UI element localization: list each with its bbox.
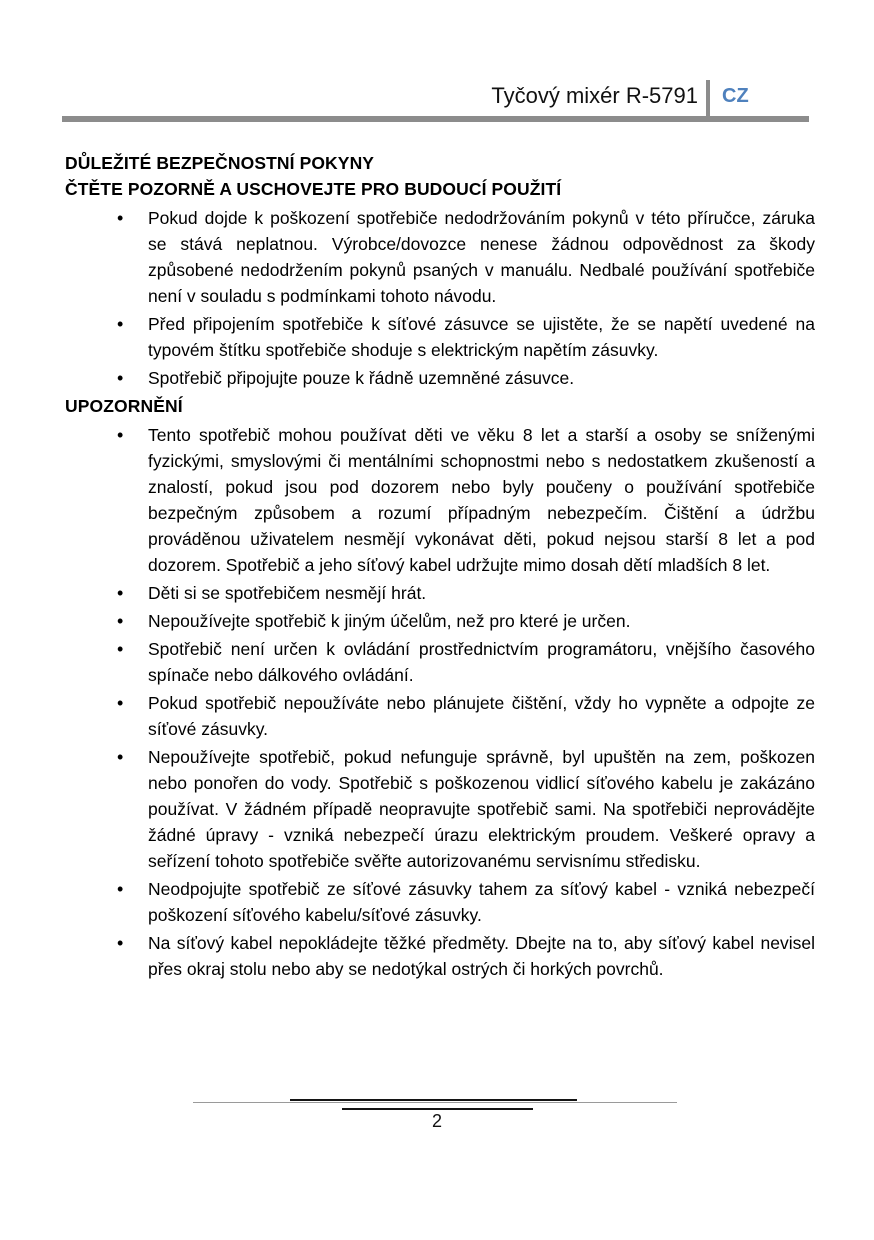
page-content	[65, 150, 815, 984]
list-item: • Pokud spotřebič nepoužíváte nebo plánujete čištění, vždy ho vypněte a odpojte ze síťové zásuvky.	[65, 690, 815, 742]
list-item: • Nepoužívejte spotřebič, pokud nefunguje správně, byl upuštěn na zem, poškozen nebo ponořen do vody. Spotřebič s poškozenou vidlicí síťového kabelu je zakázáno používat. V žádném případě neopravujte spotřebič sami. Na spotřebiči neprovádějte žádné úpravy - vzniká nebezpečí úrazu elektrickým proudem. Veškeré opravy a seřízení tohoto spotřebiče svěřte autorizovanému servisnímu středisku.	[65, 744, 815, 874]
header-divider	[706, 80, 710, 117]
document-title: Tyčový mixér R-5791	[491, 83, 698, 108]
list-item: • Na síťový kabel nepokládejte těžké předměty. Dbejte na to, aby síťový kabel nevisel přes okraj stolu nebo aby se nedotýkal ostrých či horkých povrchů.	[65, 930, 815, 982]
footer-rule-lower	[342, 1108, 533, 1110]
list-item: • Pokud dojde k poškození spotřebiče nedodržováním pokynů v této příručce, záruka se stává neplatnou. Výrobce/dovozce nenese žádnou odpovědnost za škody způsobené nedodržením pokynů psaných v manuálu. Nedbalé používání spotřebiče není v souladu s podmínkami tohoto návodu.	[65, 205, 815, 309]
language-badge: CZ	[722, 85, 749, 107]
list-item: • Spotřebič připojujte pouze k řádně uzemněné zásuvce.	[65, 365, 815, 391]
footer-rule-gray	[193, 1102, 677, 1103]
footer-rule-upper	[290, 1099, 577, 1101]
list-item: • Před připojením spotřebiče k síťové zásuvce se ujistěte, že se napětí uvedené na typovém štítku spotřebiče shoduje s elektrickým napětím zásuvky.	[65, 311, 815, 363]
list-item: • Neodpojujte spotřebič ze síťové zásuvky tahem za síťový kabel - vzniká nebezpečí poškození síťového kabelu/síťové zásuvky.	[65, 876, 815, 928]
safety-heading-line1: DŮLEŽITÉ BEZPEČNOSTNÍ POKYNY	[65, 153, 375, 173]
warning-bullet-list	[65, 422, 815, 982]
page-number: 2	[431, 1111, 442, 1131]
list-item: • Spotřebič není určen k ovládání prostřednictvím programátoru, vnějšího časového spínače nebo dálkového ovládání.	[65, 636, 815, 688]
intro-bullet-list	[65, 205, 815, 391]
warning-heading: UPOZORNĚNÍ	[65, 396, 183, 416]
safety-heading-line2: ČTĚTE POZORNĚ A USCHOVEJTE PRO BUDOUCÍ POUŽITÍ	[65, 179, 562, 199]
list-item: • Tento spotřebič mohou používat děti ve věku 8 let a starší a osoby se sníženými fyzickými, smyslovými či mentálními schopnostmi nebo s nedostatkem zkušeností a znalostí, pokud jsou pod dozorem nebo byly poučeny o používání spotřebiče bezpečným způsobem a rozumí případným nebezpečím. Čištění a údržbu prováděnou uživatelem nesmějí vykonávat děti, pokud nejsou starší 8 let a pod dozorem. Spotřebič a jeho síťový kabel udržujte mimo dosah dětí mladších 8 let.	[65, 422, 815, 578]
header-rule	[62, 116, 809, 122]
list-item: • Děti si se spotřebičem nesmějí hrát.	[65, 580, 815, 606]
list-item: • Nepoužívejte spotřebič k jiným účelům, než pro které je určen.	[65, 608, 815, 634]
